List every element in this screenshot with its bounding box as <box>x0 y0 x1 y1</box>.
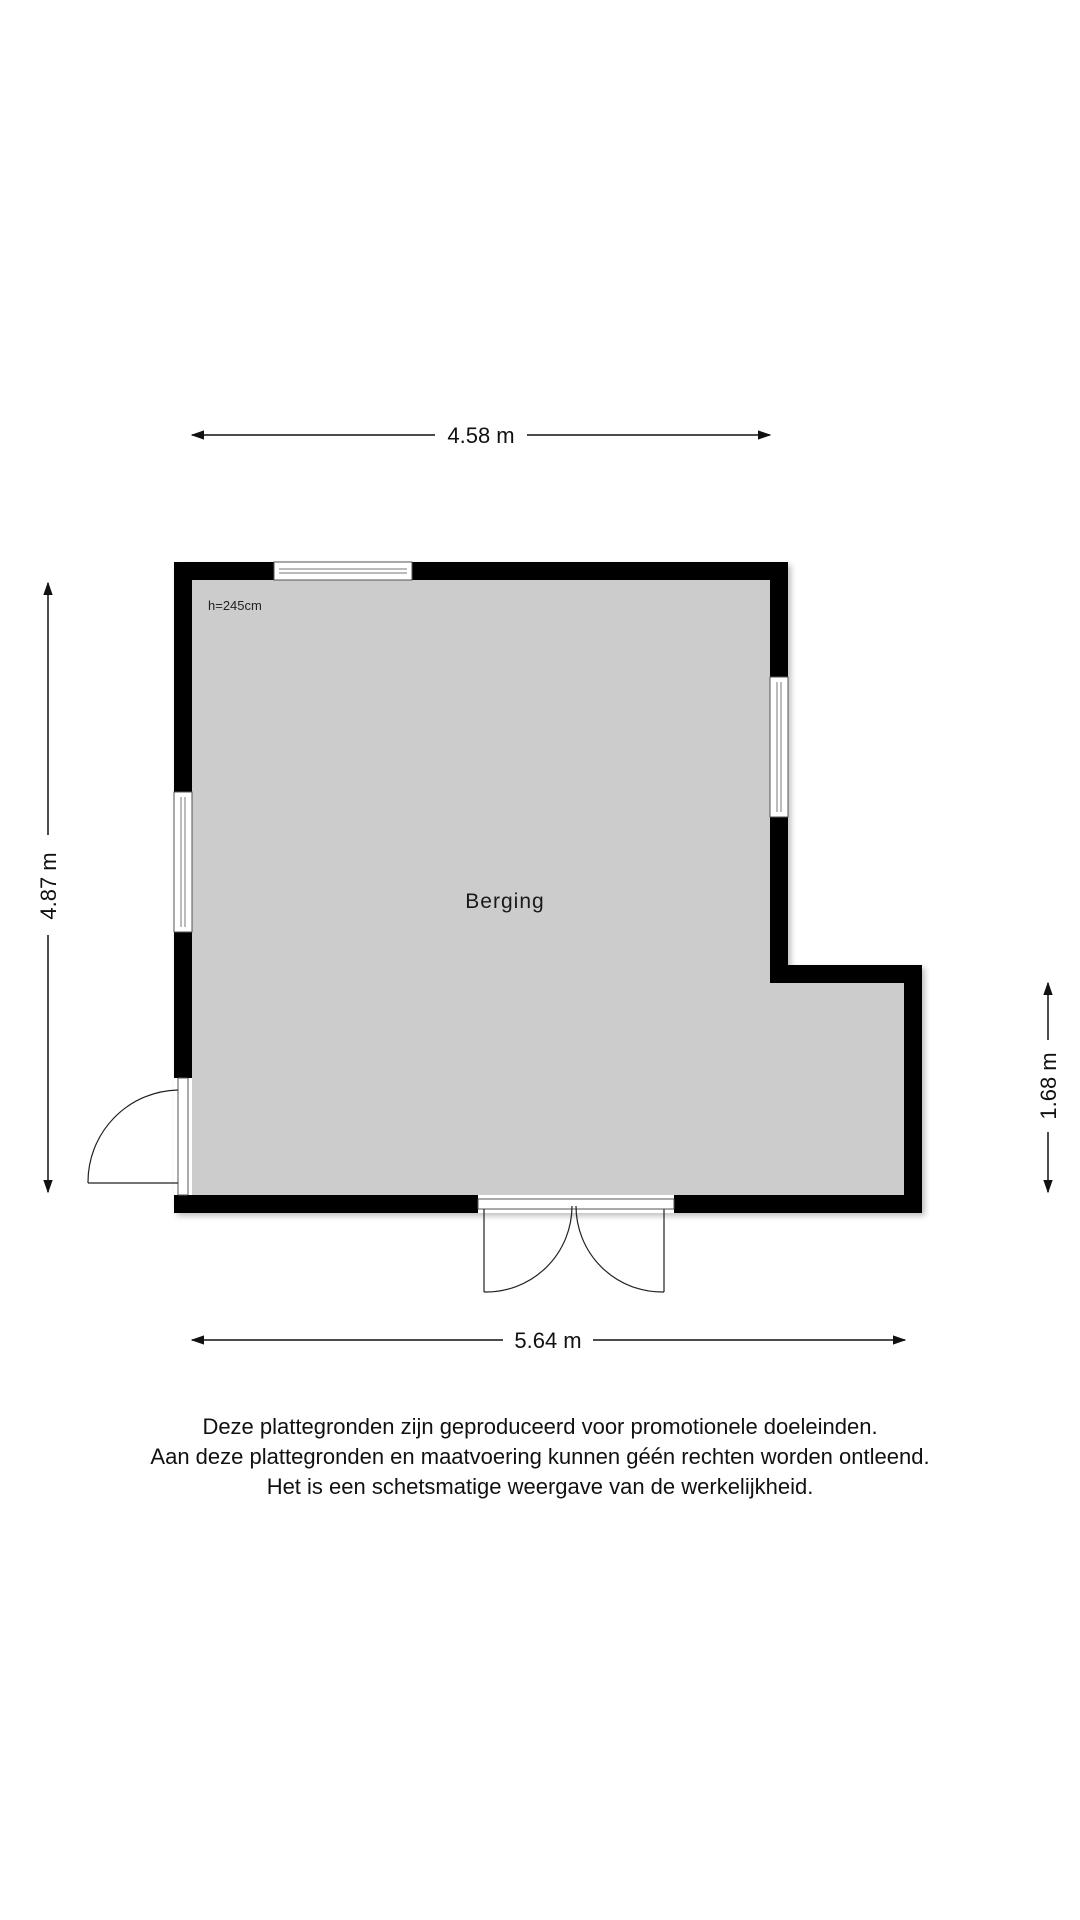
left-window <box>174 792 192 932</box>
room-name-label: Berging <box>465 890 545 913</box>
dimension-right <box>1036 983 1061 1192</box>
disclaimer <box>0 1412 1080 1502</box>
dimension-bottom-label: 5.64 m <box>514 1328 582 1353</box>
disclaimer-line-2: Aan deze plattegronden en maatvoering kunnen géén rechten worden ontleend. <box>150 1444 930 1469</box>
dimension-left-label: 4.87 m <box>36 852 61 920</box>
disclaimer-line-3: Het is een schetsmatige weergave van de werkelijkheid. <box>266 1474 814 1499</box>
dimension-top <box>192 423 770 448</box>
disclaimer-line-1: Deze plattegronden zijn geproduceerd voor promotionele doeleinden. <box>202 1414 878 1439</box>
dimension-right-label: 1.68 m <box>1036 1052 1061 1120</box>
dimension-left <box>36 583 61 1192</box>
left-door <box>88 1078 192 1195</box>
top-window <box>274 562 412 580</box>
dimension-bottom <box>192 1328 905 1353</box>
right-window <box>770 677 788 817</box>
dimension-top-label: 4.58 m <box>447 423 515 448</box>
bottom-double-door <box>478 1195 674 1292</box>
ceiling-height-label: h=245cm <box>208 598 262 613</box>
room-floor <box>192 580 904 1195</box>
